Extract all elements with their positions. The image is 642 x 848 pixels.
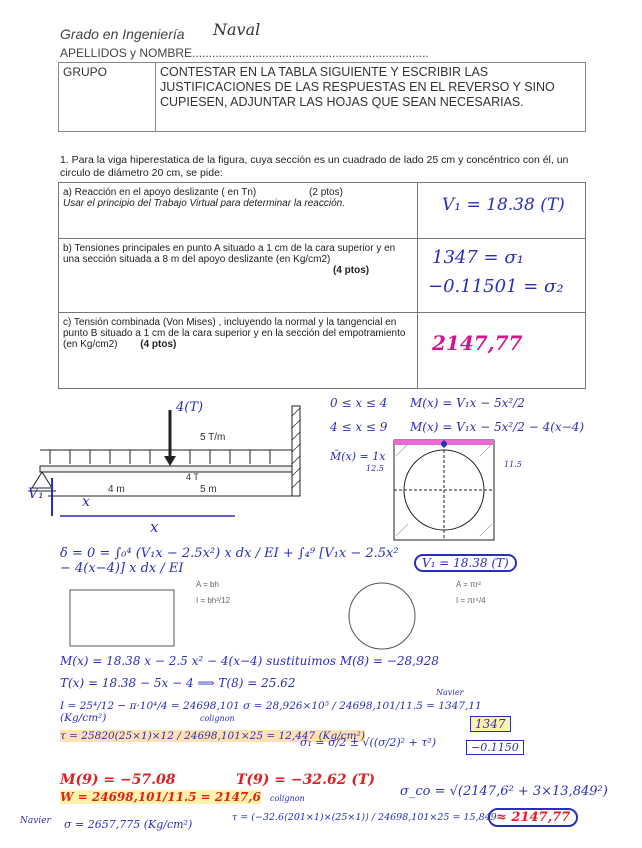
q-a-text: a) Reacción en el apoyo deslizante ( en Tn) — [63, 187, 257, 198]
sigma2-box: −0.1150 — [466, 740, 524, 755]
q-b-text: b) Tensiones principales en punto A situado a 1 cm de la cara superior y en una sección situada a 8 m del apoyo deslizante (en Kg/cm2) — [63, 243, 396, 265]
virtual-moment: M̄(x) = 1x — [330, 450, 386, 463]
instructions: CONTESTAR EN LA TABLA SIGUIENTE Y ESCRIBIR LAS JUSTIFICACIONES DE LAS RESPUESTAS EN EL REVERSO Y SINO CUPIESEN, ADJUNTAR LAS HOJAS QUE SEAN NECESARIAS. — [156, 63, 586, 132]
calc-tau-9: τ = (−32.6(201×1)×(25×1)) / 24698,101×25 = 15,849 — [232, 812, 497, 823]
dist-load-label: 5 T/m — [200, 432, 226, 443]
q-a-points: (2 ptos) — [309, 187, 343, 198]
span-right-label: 5 m — [200, 484, 217, 495]
rect-area: A = bh — [196, 580, 219, 589]
beam — [40, 466, 292, 472]
calc-section-modulus: W = 24698,101/11.5 = 2147,6 — [60, 790, 261, 804]
rect-figure — [68, 588, 178, 648]
problem-statement: 1. Para la viga hiperestatica de la figura, cuya sección es un cuadrado de lado 25 cm y concéntrico con él, un circulo de diámetro 20 cm, se pide: — [60, 154, 569, 179]
span-left-label: 4 m — [108, 484, 125, 495]
surname-label: APELLIDOS y NOMBRE....................................................................... — [60, 46, 429, 60]
calc-line-1: M(x) = 18.38 x − 2.5 x² − 4(x−4) sustituimos M(8) = −28,928 — [60, 654, 439, 668]
virtual-work-eq: δ = 0 = ∫₀⁴ (V₁x − 2.5x²) x dx / EI + ∫₄⁹ [V₁x − 2.5x² − 4(x−4)] x dx / EI — [60, 546, 399, 576]
colignon-note-2: colignon — [270, 794, 305, 803]
q-c-text: c) Tensión combinada (Von Mises) , incluyendo la normal y la tangencial en punto B situado a 1 cm de la cara superior y en la sección del empotramiento (en Kg/cm2) — [63, 317, 406, 350]
group-label: GRUPO — [59, 63, 156, 132]
sigma1-box: 1347 — [470, 716, 511, 732]
von-mises-result: ≈ 2147,77 — [488, 808, 578, 827]
calc-line-2: T(x) = 18.38 − 5x − 4 ⟹ T(8) = 25.62 — [60, 676, 296, 690]
distributed-load-arrows — [50, 450, 270, 464]
header-table — [58, 62, 586, 132]
moment-2: M(x) = V₁x − 5x²/2 − 4(x−4) — [410, 420, 585, 434]
point-a — [441, 441, 447, 447]
calc-m9: M(9) = −57.08 — [60, 772, 176, 788]
calc-line-4: τ = 25820(25×1)×12 / 24698,101×25 = 12,447 (Kg/cm²) — [60, 730, 365, 742]
navier-note-2: Navier — [20, 816, 51, 826]
degree-label: Grado en Ingeniería — [60, 26, 185, 42]
calc-sigma: σ = 2657,775 (Kg/cm²) — [64, 818, 193, 831]
moment-1: M(x) = V₁x − 5x²/2 — [410, 396, 525, 410]
circle-area: A = πr² — [456, 580, 481, 589]
q-b-answer-1: 1347 = σ₁ — [432, 247, 524, 268]
calc-navier-note: Navier — [436, 688, 464, 697]
q-b-points: (4 ptos) — [333, 265, 370, 276]
calc-t9: T(9) = −32.62 (T) — [236, 772, 375, 788]
degree-handwritten: Naval — [213, 20, 261, 39]
reaction-label: V₁ — [28, 486, 44, 502]
mid-load-label: 4 T — [186, 472, 199, 482]
questions-table — [58, 182, 586, 389]
cross-section — [390, 436, 500, 546]
x-label-2: x — [150, 518, 159, 536]
q-a-answer: V₁ = 18.38 (T) — [442, 195, 565, 215]
q-b-answer-2: −0.11501 = σ₂ — [428, 276, 564, 297]
rect-inertia: I = bh³/12 — [196, 596, 231, 605]
wall-hatching — [292, 408, 300, 488]
principal-stress-eq: σ₁ = σ/2 ± √((σ/2)² + τ²) — [300, 736, 437, 749]
x-label: x — [82, 494, 90, 510]
virtual-work-result: V₁ = 18.38 (T) — [414, 554, 517, 572]
circle-inertia: I = πr⁴/4 — [456, 596, 486, 605]
dim-12: 12.5 — [366, 464, 384, 473]
beam-diagram — [20, 398, 320, 548]
calc-line-3: I = 25⁴/12 − π·10⁴/4 = 24698,101 σ = 28,926×10⁵ / 24698,101/11.5 = 1347,11 (Kg/cm²) — [60, 700, 482, 724]
q-c-answer: 2147,77 — [432, 331, 523, 355]
q-c-points: (4 ptos) — [140, 339, 177, 350]
von-mises-eq: σ_co = √(2147,6² + 3×13,849²) — [400, 784, 608, 799]
q-a-sub: Usar el principio del Trabajo Virtual para determinar la reacción. — [63, 198, 345, 209]
range-2: 4 ≤ x ≤ 9 — [330, 420, 388, 434]
dim-11: 11.5 — [504, 460, 522, 469]
point-load-label: 4(T) — [176, 400, 204, 415]
circle-figure — [346, 580, 418, 652]
range-1: 0 ≤ x ≤ 4 — [330, 396, 388, 410]
colignon-note: colignon — [200, 714, 235, 723]
